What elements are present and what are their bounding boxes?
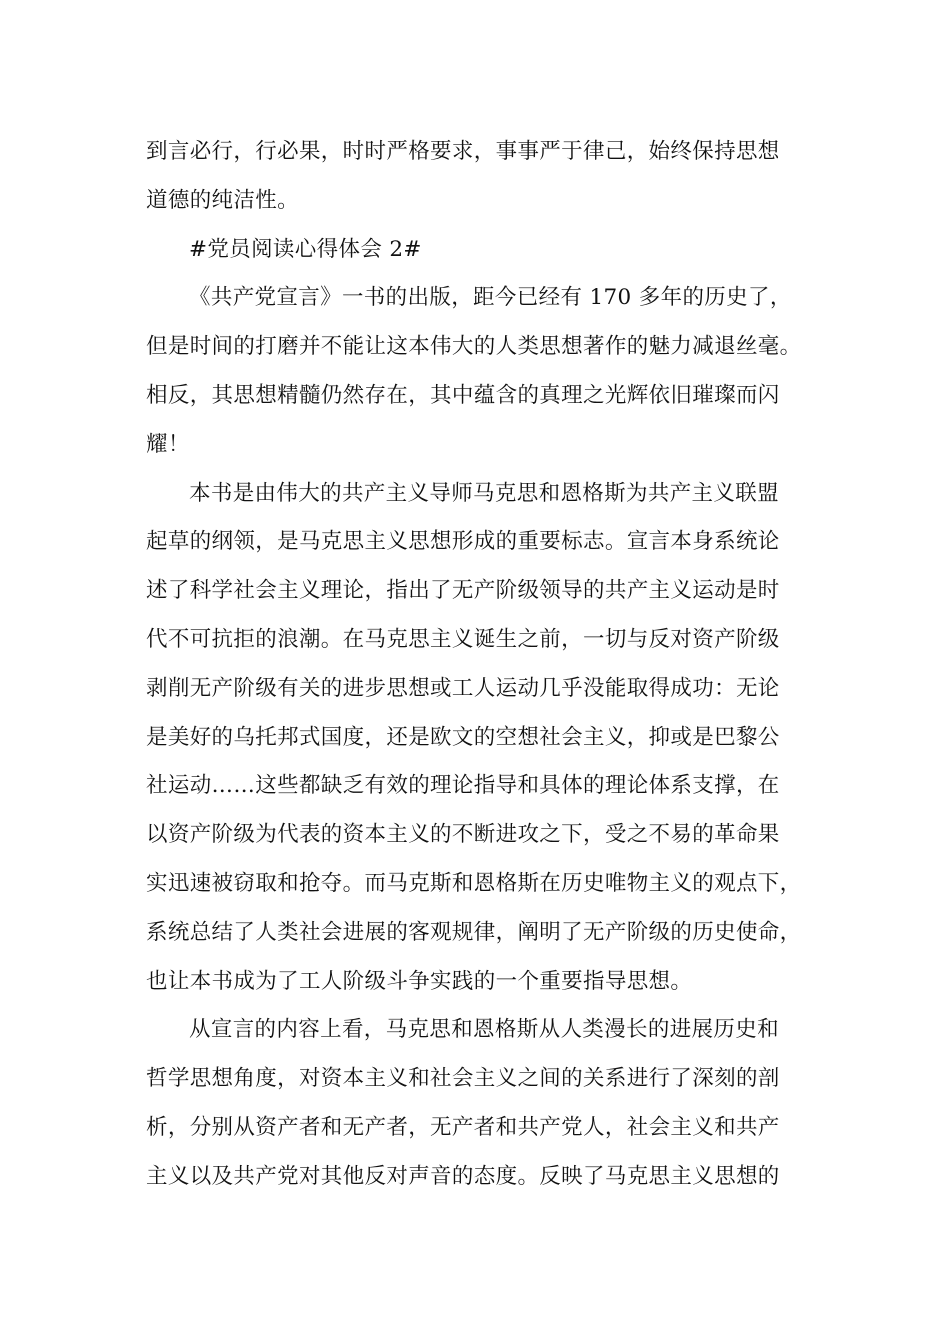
text-line: 相反，其思想精髓仍然存在，其中蕴含的真理之光辉依旧璀璨而闪 [146,382,780,408]
text-line: 哲学思想角度，对资本主义和社会主义之间的关系进行了深刻的剖 [146,1066,780,1092]
text-line: 起草的纲领，是马克思主义思想形成的重要标志。宣言本身系统论 [146,529,780,555]
text-line: 本书是由伟大的共产主义导师马克思和恩格斯为共产主义联盟 [189,480,779,506]
text-line: 系统总结了人类社会进展的客观规律，阐明了无产阶级的历史使命， [146,919,802,945]
section-heading: #党员阅读心得体会 2# [189,236,422,262]
text-line: 从宣言的内容上看，马克思和恩格斯从人类漫长的进展历史和 [189,1017,779,1043]
text-line: 主义以及共产党对其他反对声音的态度。反映了马克思主义思想的 [146,1163,780,1189]
text-line: 《共产党宣言》一书的出版，距今已经有 170 多年的历史了， [189,285,792,311]
text-line: 述了科学社会主义理论，指出了无产阶级领导的共产主义运动是时 [146,578,780,604]
text-line: 析，分别从资产者和无产者，无产者和共产党人，社会主义和共产 [146,1114,780,1140]
text-line: 社运动……这些都缺乏有效的理论指导和具体的理论体系支撑，在 [146,773,780,799]
body-text [146,128,836,1202]
text-line: 实迅速被窃取和抢夺。而马克斯和恩格斯在历史唯物主义的观点下， [146,870,802,896]
text-line: 代不可抗拒的浪潮。在马克思主义诞生之前，一切与反对资产阶级 [146,626,780,652]
text-line: 剥削无产阶级有关的进步思想或工人运动几乎没能取得成功：无论 [146,675,780,701]
text-line: 道德的纯洁性。 [146,187,299,213]
text-line: 耀！ [146,431,190,457]
text-line: 但是时间的打磨并不能让这本伟大的人类思想著作的魅力减退丝毫。 [146,334,802,360]
text-line: 是美好的乌托邦式国度，还是欧文的空想社会主义，抑或是巴黎公 [146,724,780,750]
text-line: 以资产阶级为代表的资本主义的不断进攻之下，受之不易的革命果 [146,822,780,848]
text-line: 到言必行，行必果，时时严格要求，事事严于律己，始终保持思想 [146,139,780,164]
text-line: 也让本书成为了工人阶级斗争实践的一个重要指导思想。 [146,968,693,994]
